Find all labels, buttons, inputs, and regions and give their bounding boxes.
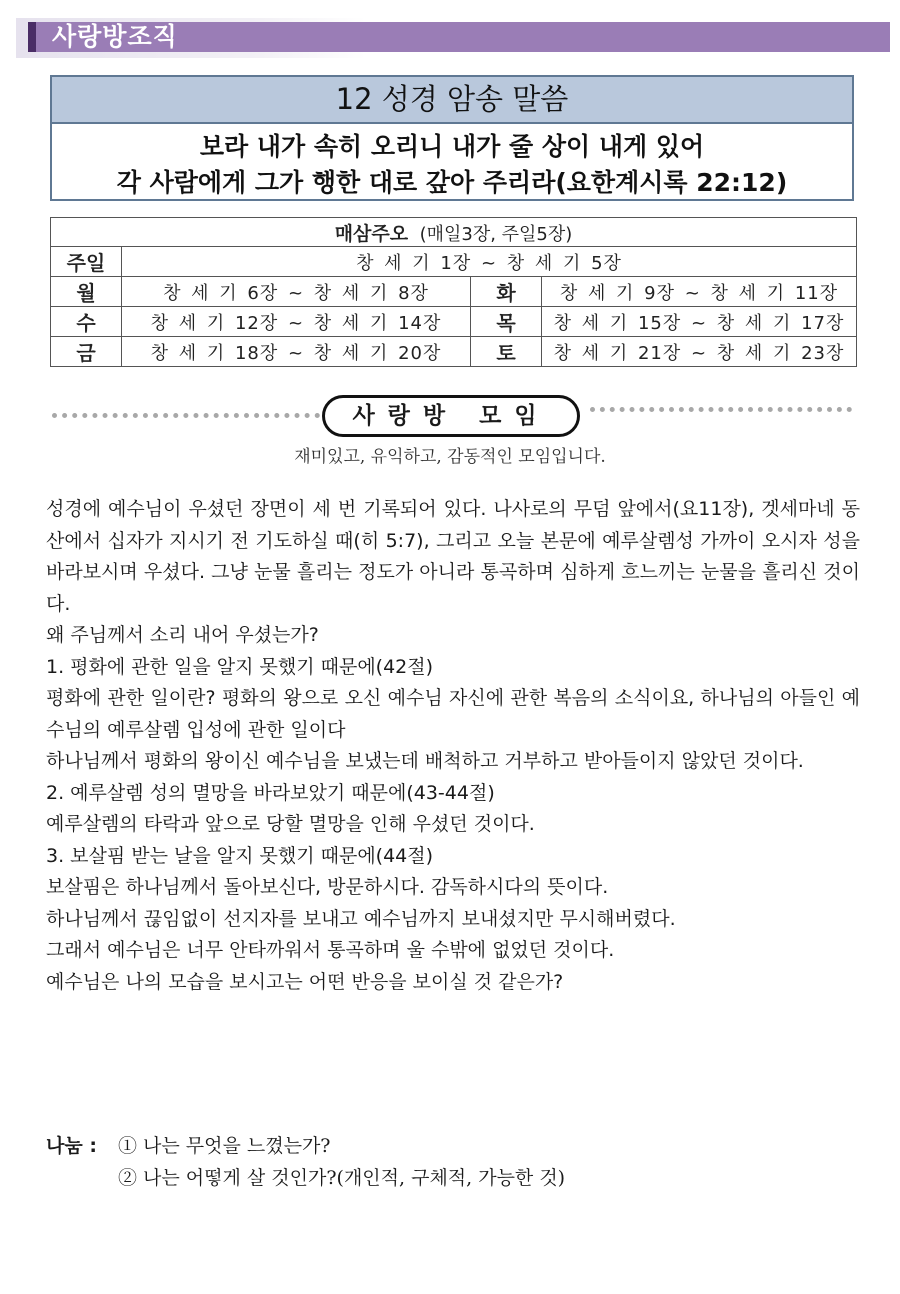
meeting-title: 사랑방 모임 xyxy=(322,395,580,437)
reading-range: 창 세 기 12장 ~ 창 세 기 14장 xyxy=(122,307,471,337)
table-row xyxy=(51,337,857,367)
sermon-body xyxy=(46,494,860,998)
day-label: 수 xyxy=(51,307,122,337)
day-label: 목 xyxy=(471,307,542,337)
section-banner xyxy=(16,18,892,58)
day-label: 주일 xyxy=(51,247,122,277)
memory-verse-line-2: 각 사람에게 그가 행한 대로 갚아 주리라(요한계시록 22:12) xyxy=(116,168,788,197)
day-label: 화 xyxy=(471,277,542,307)
paragraph: 그래서 예수님은 너무 안타까워서 통곡하며 울 수밖에 없었던 것이다. xyxy=(46,939,615,961)
reading-plan-table xyxy=(50,217,857,367)
memory-verse-box xyxy=(50,75,854,201)
memory-verse-heading: 12 성경 암송 말씀 xyxy=(52,77,852,124)
sharing-label: 나눔 : xyxy=(46,1135,97,1157)
point-heading: 2. 예루살렘 성의 멸망을 바라보았기 때문에(43-44절) xyxy=(46,781,495,804)
paragraph: 보살핌은 하나님께서 돌아보신다, 방문하시다. 감독하시다의 뜻이다. xyxy=(46,876,609,898)
paragraph: 하나님께서 평화의 왕이신 예수님을 보냈는데 배척하고 거부하고 받아들이지 않았던 것이다. xyxy=(46,750,804,772)
section-title: 사랑방조직 xyxy=(52,22,178,51)
sharing-question-1: ① 나는 무엇을 느꼈는가? xyxy=(118,1135,331,1157)
reading-range: 창 세 기 6장 ~ 창 세 기 8장 xyxy=(122,277,471,307)
dotted-divider-right xyxy=(590,407,852,412)
sharing-question-2: ② 나는 어떻게 살 것인가?(개인적, 구체적, 가능한 것) xyxy=(118,1167,566,1189)
day-label: 금 xyxy=(51,337,122,367)
dotted-divider-left xyxy=(52,413,320,418)
sharing-section xyxy=(46,1130,565,1194)
reading-range: 창 세 기 18장 ~ 창 세 기 20장 xyxy=(122,337,471,367)
memory-verse-text xyxy=(52,124,852,201)
day-label: 토 xyxy=(471,337,542,367)
reading-range: 창 세 기 15장 ~ 창 세 기 17장 xyxy=(542,307,857,337)
paragraph: 성경에 예수님이 우셨던 장면이 세 번 기록되어 있다. 나사로의 무덤 앞에서(요11장), 겟세마네 동산에서 십자가 지시기 전 기도하실 때(히 5:7), 그리고 오늘 본문에 예루살렘성 가까이 오시자 성을 바라보시며 우셨다. 그냥 눈물 흘리는 정도가 아니라 통곡하며 심하게 흐느끼는 눈물을 흘리신 것이다. xyxy=(46,498,860,615)
sharing-row xyxy=(46,1130,565,1162)
table-row xyxy=(51,307,857,337)
table-row xyxy=(51,277,857,307)
paragraph: 왜 주님께서 소리 내어 우셨는가? xyxy=(46,624,319,646)
reading-range: 창 세 기 1장 ~ 창 세 기 5장 xyxy=(122,247,857,277)
paragraph: 예수님은 나의 모습을 보시고는 어떤 반응을 보이실 것 같은가? xyxy=(46,970,564,993)
reading-range: 창 세 기 9장 ~ 창 세 기 11장 xyxy=(542,277,857,307)
sharing-row xyxy=(46,1162,565,1194)
paragraph: 평화에 관한 일이란? 평화의 왕으로 오신 예수님 자신에 관한 복음의 소식이요, 하나님의 아들인 예수님의 예루살렘 입성에 관한 일이다 xyxy=(46,687,860,741)
reading-plan-header-row xyxy=(51,218,857,247)
day-label: 월 xyxy=(51,277,122,307)
point-heading: 3. 보살핌 받는 날을 알지 못했기 때문에(44절) xyxy=(46,844,434,867)
reading-plan-title: 매삼주오 xyxy=(334,222,409,245)
paragraph: 예루살렘의 타락과 앞으로 당할 멸망을 인해 우셨던 것이다. xyxy=(46,813,535,835)
reading-plan-title-cell xyxy=(51,218,857,247)
paragraph: 하나님께서 끊임없이 선지자를 보내고 예수님까지 보내셨지만 무시해버렸다. xyxy=(46,907,676,930)
banner-accent-mark xyxy=(28,22,36,52)
point-heading: 1. 평화에 관한 일을 알지 못했기 때문에(42절) xyxy=(46,655,434,678)
reading-plan-subtitle: (매일3장, 주일5장) xyxy=(419,223,573,245)
table-row xyxy=(51,247,857,277)
memory-verse-line-1: 보라 내가 속히 오리니 내가 줄 상이 내게 있어 xyxy=(199,132,705,161)
reading-range: 창 세 기 21장 ~ 창 세 기 23장 xyxy=(542,337,857,367)
meeting-tagline: 재미있고, 유익하고, 감동적인 모임입니다. xyxy=(294,447,606,467)
